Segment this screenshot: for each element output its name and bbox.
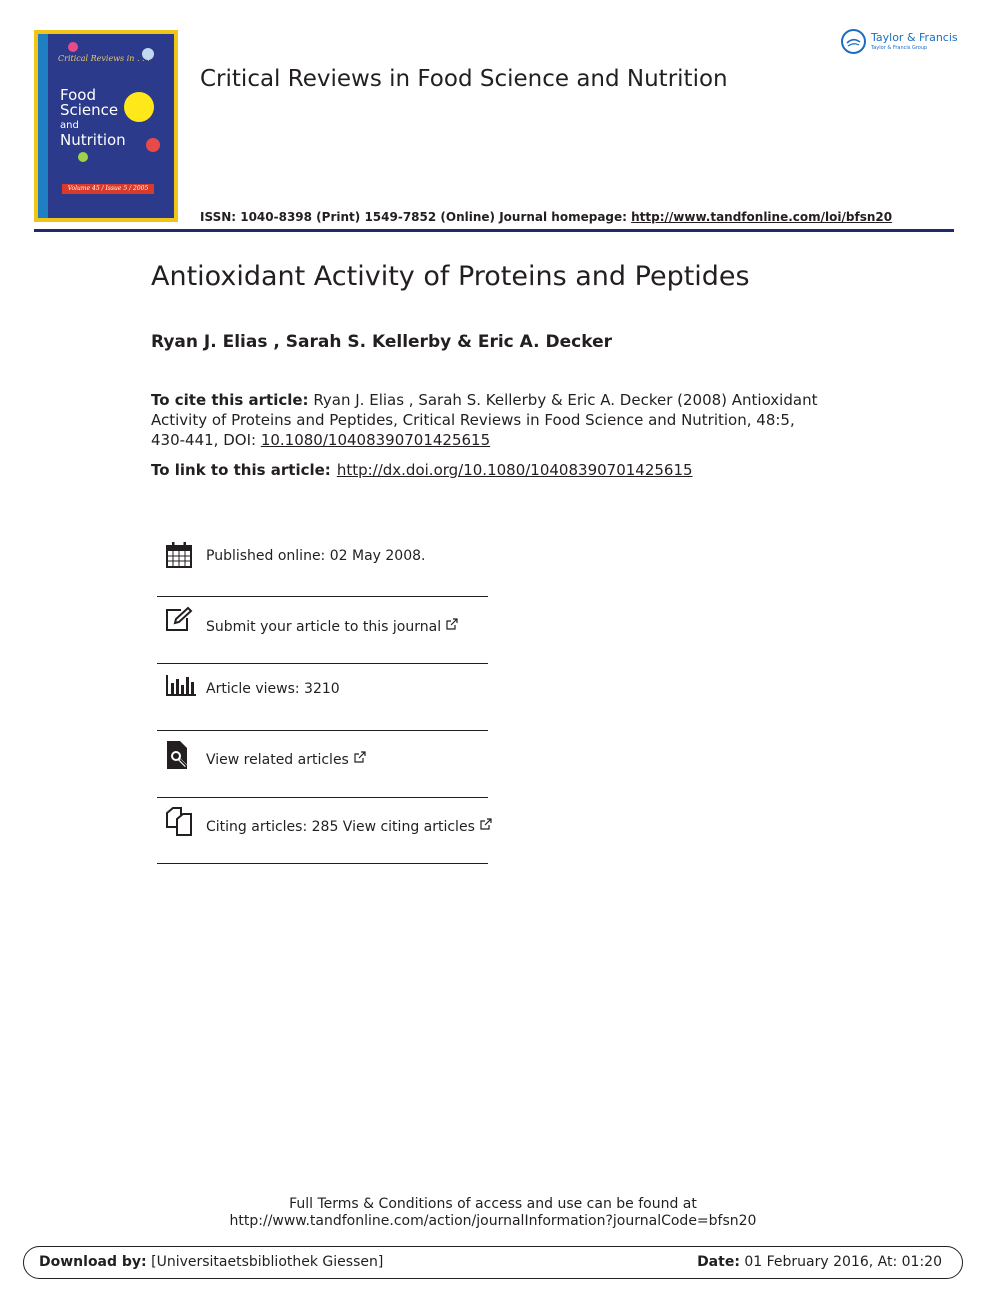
related-articles-link[interactable] [206,751,366,768]
article-link-line [151,461,693,479]
citing-articles-label: Citing articles: 285 View citing articles [206,819,475,835]
publisher-logo [841,29,956,59]
cite-text: Ryan J. Elias , Sarah S. Kellerby & Eric A. Decker (2008) Antioxidant Activity of Proteins and Peptides, Critical Reviews in Food Science and Nutrition, 48:5, 430-441, DOI: [151,391,818,449]
download-by-value: [Universitaetsbibliothek Giessen] [146,1254,384,1270]
published-online-text: Published online: 02 May 2008. [206,548,426,564]
cover-series-text: Critical Reviews in . . . [58,54,150,63]
cover-title-line: and [60,120,79,131]
journal-cover-image [34,30,178,222]
cover-title [60,88,126,148]
external-link-icon [480,818,492,834]
external-link-icon [354,751,366,767]
article-doi-url-link[interactable]: http://dx.doi.org/10.1080/10408390701425615 [336,461,693,479]
cite-label: To cite this article: [151,391,309,409]
terms-notice [0,1196,986,1230]
published-online-item [157,541,488,607]
download-date-value: 01 February 2016, At: 01:20 [739,1254,942,1270]
link-label: To link to this article: [151,461,331,479]
cover-volume-band: Volume 45 / Issue 5 / 2005 [62,184,154,194]
divider [157,797,488,798]
issn-text: ISSN: 1040-8398 (Print) 1549-7852 (Online) Journal homepage: [200,210,632,224]
download-date-label: Date: [697,1254,740,1270]
search-document-icon [165,740,193,768]
article-views-text: Article views: 3210 [206,681,340,697]
cover-title-line: Science [60,101,119,119]
terms-url-link[interactable]: http://www.tandfonline.com/action/journalInformation?journalCode=bfsn20 [229,1213,757,1229]
download-by [39,1254,383,1270]
publisher-logo-icon [841,29,866,54]
issn-line [200,210,892,224]
cover-title-line: Nutrition [60,131,126,149]
divider [157,596,488,597]
divider [157,863,488,864]
external-link-icon [446,618,458,634]
calendar-icon [165,541,193,569]
article-title: Antioxidant Activity of Proteins and Peptides [151,261,750,292]
related-articles-label: View related articles [206,752,349,768]
publisher-name: Taylor & Francis [871,31,958,44]
citation-block [151,390,831,450]
submit-article-link[interactable] [206,618,458,635]
citing-articles-link[interactable] [206,818,492,835]
bar-chart-icon [165,673,193,701]
article-authors: Ryan J. Elias , Sarah S. Kellerby & Eric A. Decker [151,332,613,352]
publisher-group: Taylor & Francis Group [871,45,928,51]
journal-title: Critical Reviews in Food Science and Nutrition [200,66,728,92]
cover-title-line: Food [60,86,96,104]
divider [157,730,488,731]
download-date [697,1254,942,1270]
download-by-label: Download by: [39,1254,147,1270]
header-divider [34,229,954,232]
submit-article-label: Submit your article to this journal [206,619,442,635]
doi-link[interactable]: 10.1080/10408390701425615 [260,431,491,449]
edit-icon [165,606,193,634]
terms-text: Full Terms & Conditions of access and use can be found at [289,1196,697,1212]
journal-homepage-link[interactable]: http://www.tandfonline.com/loi/bfsn20 [631,210,893,224]
divider [157,663,488,664]
copy-documents-icon [165,807,193,835]
download-info-bar [23,1246,963,1279]
